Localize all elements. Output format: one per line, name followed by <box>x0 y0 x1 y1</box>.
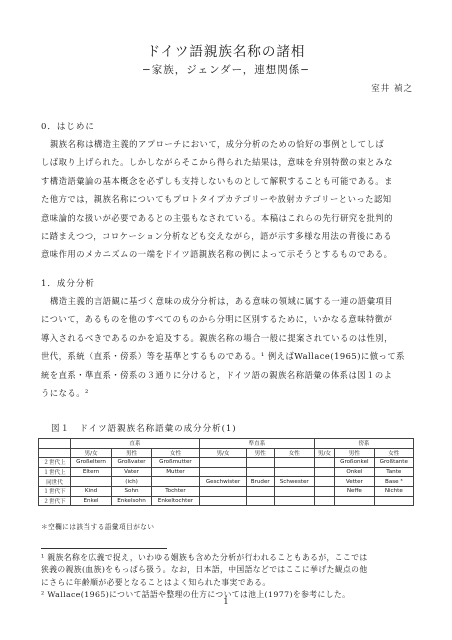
generation-label: ２世代上 <box>39 458 71 468</box>
footnote-line: にさらに年齢順が必要となることはよく知られた事実である。 <box>41 577 271 587</box>
footnotes <box>41 552 421 601</box>
table-cell: Enkelsohn <box>112 496 152 506</box>
text-line: す構造語彙論の基本概念を必ずしも支持しないものとして解釈することも可能である。ま <box>41 175 393 186</box>
sex-header: 男性 <box>246 448 274 458</box>
generation-label: １世代下 <box>39 486 71 496</box>
text-line: しば取り上げられた。しかしながらそこから得られた結果は，意味を弁別特徴の束とみな <box>41 157 393 168</box>
table-cell <box>314 467 334 477</box>
table-cell: Mutter <box>151 467 199 477</box>
table-row <box>39 486 414 496</box>
table-cell: Eltern <box>70 467 111 477</box>
table-cell <box>200 486 247 496</box>
table-cell: Vater <box>112 467 152 477</box>
sex-header: 男性 <box>112 448 152 458</box>
table-cell: Kind <box>70 486 111 496</box>
table-sex-row <box>39 448 414 458</box>
text-line: 意味作用のメカニズムの一端をドイツ語親族名称の例によって示そうとするものである。 <box>41 249 393 260</box>
table-cell <box>335 496 375 506</box>
table-cell <box>246 496 274 506</box>
sex-header: 女性 <box>274 448 314 458</box>
table-cell: Bruder <box>246 477 274 487</box>
section-heading-component-analysis: 1．成分分析 <box>41 279 95 289</box>
table-cell <box>200 467 247 477</box>
table-cell: (ich) <box>112 477 152 487</box>
table-row <box>39 467 414 477</box>
table-cell: Tochter <box>151 486 199 496</box>
lineage-header-direct: 直系 <box>70 439 199 449</box>
table-cell: Geschwister <box>200 477 247 487</box>
sex-header: 男/女 <box>70 448 111 458</box>
text-line: 統を直系・準直系・傍系の３通りに分けると，ドイツ語の親族名称語彙の体系は図１のよ <box>41 369 393 380</box>
sex-header: 女性 <box>151 448 199 458</box>
table-cell <box>70 477 111 487</box>
table-cell: Tante <box>374 467 413 477</box>
text-line: うになる。² <box>41 388 89 399</box>
table-cell: Großonkel <box>335 458 375 468</box>
text-line: 親族名称は構造主義的アプローチにおいて，成分分析のための恰好の事例としてしば <box>50 139 385 149</box>
table-cell: Neffe <box>335 486 375 496</box>
page-number: 1 <box>223 597 229 607</box>
table-cell <box>274 496 314 506</box>
table-cell: Enkeltochter <box>151 496 199 506</box>
table-cell <box>274 467 314 477</box>
text-line: について，あるものを他のすべてのものから分明に区別するために，いかなる意味特徴が <box>41 314 393 325</box>
generation-label: ２世代下 <box>39 496 71 506</box>
footnote-line: 狭義の親族(血族)をもっぱら扱う。なお，日本語，中国語などではここに挙げた観点の他 <box>41 565 368 575</box>
table-cell <box>246 458 274 468</box>
table-cell <box>200 496 247 506</box>
lineage-header-quasi-direct: 準直系 <box>200 439 315 449</box>
text-line: に踏まえつつ，コロケーション分析なども交えながら，語が示す多様な用法の背後にある <box>41 231 393 242</box>
component-analysis-paragraph <box>41 292 413 402</box>
text-line: た他方では，親族名称についてもプロトタイプカテゴリーや放射カテゴリーといった認知 <box>41 194 392 205</box>
table-row <box>39 477 414 487</box>
author-name: 室井 禎之 <box>371 84 413 94</box>
table-cell <box>314 458 334 468</box>
table-cell <box>314 486 334 496</box>
table-row <box>39 496 414 506</box>
table-cell: Großmutter <box>151 458 199 468</box>
figure-caption: 図１ ドイツ語親族名称語彙の成分分析(1) <box>51 424 237 434</box>
kinship-table <box>38 438 414 506</box>
footnote-divider <box>41 548 167 549</box>
table-cell: Enkel <box>70 496 111 506</box>
sex-header: 男性 <box>335 448 375 458</box>
table-cell: Onkel <box>335 467 375 477</box>
table-note: ＊空欄には該当する語彙項目がない <box>41 523 155 531</box>
table-cell <box>200 458 247 468</box>
table-cell <box>314 496 334 506</box>
table-cell: Base ³ <box>374 477 413 487</box>
table-cell: Großtante <box>374 458 413 468</box>
table-corner-cell <box>39 439 71 449</box>
table-cell: Vetter <box>335 477 375 487</box>
generation-label: 同世代 <box>39 477 71 487</box>
sex-header: 男/女 <box>200 448 247 458</box>
table-cell <box>151 477 199 487</box>
table-row <box>39 458 414 468</box>
footnote-line: ¹ 親族名称を広義で捉え，いわゆる姻族も含めた分析が行われることもあるが，ここでは <box>41 553 368 562</box>
footnote-line: ² Wallace(1965)について話語や整理の仕方については池上(1977)を参考にした。 <box>41 589 351 599</box>
table-cell <box>246 486 274 496</box>
table-cell: Großeltern <box>70 458 111 468</box>
table-corner-cell <box>39 448 71 458</box>
table-cell <box>274 486 314 496</box>
text-line: 世代，系統（直系・傍系）等を基準とするものである。¹ 例えばWallace(1965)に倣って系 <box>41 351 405 362</box>
table-cell: Großvater <box>112 458 152 468</box>
text-line: 導入されるべきであるのかを追及する。親族名称の場合一般に提案されているのは性別， <box>41 332 393 343</box>
table-cell <box>246 467 274 477</box>
table-cell: Schwester <box>274 477 314 487</box>
lineage-header-collateral: 傍系 <box>314 439 413 449</box>
table-lineage-row <box>39 439 414 449</box>
sex-header: 男/女 <box>314 448 334 458</box>
section-heading-intro: 0．はじめに <box>41 122 95 132</box>
text-line: 構造主義的言語観に基づく意味の成分分析は，ある意味の領域に属する一連の語彙項目 <box>50 296 394 306</box>
text-line: 意味論的な扱いが必要であるとの主張もなされている。本稿はこれらの先行研究を批判的 <box>41 212 393 223</box>
generation-label: １世代上 <box>39 467 71 477</box>
table-cell <box>274 458 314 468</box>
table-cell: Nichte <box>374 486 413 496</box>
sex-header: 女性 <box>374 448 413 458</box>
table-cell <box>374 496 413 506</box>
table-cell <box>314 477 334 487</box>
page-subtitle: −家族，ジェンダー，連想関係− <box>141 64 311 76</box>
table-cell: Sohn <box>112 486 152 496</box>
page-title: ドイツ語親族名称の諸相 <box>146 44 306 60</box>
intro-paragraph <box>41 135 413 264</box>
